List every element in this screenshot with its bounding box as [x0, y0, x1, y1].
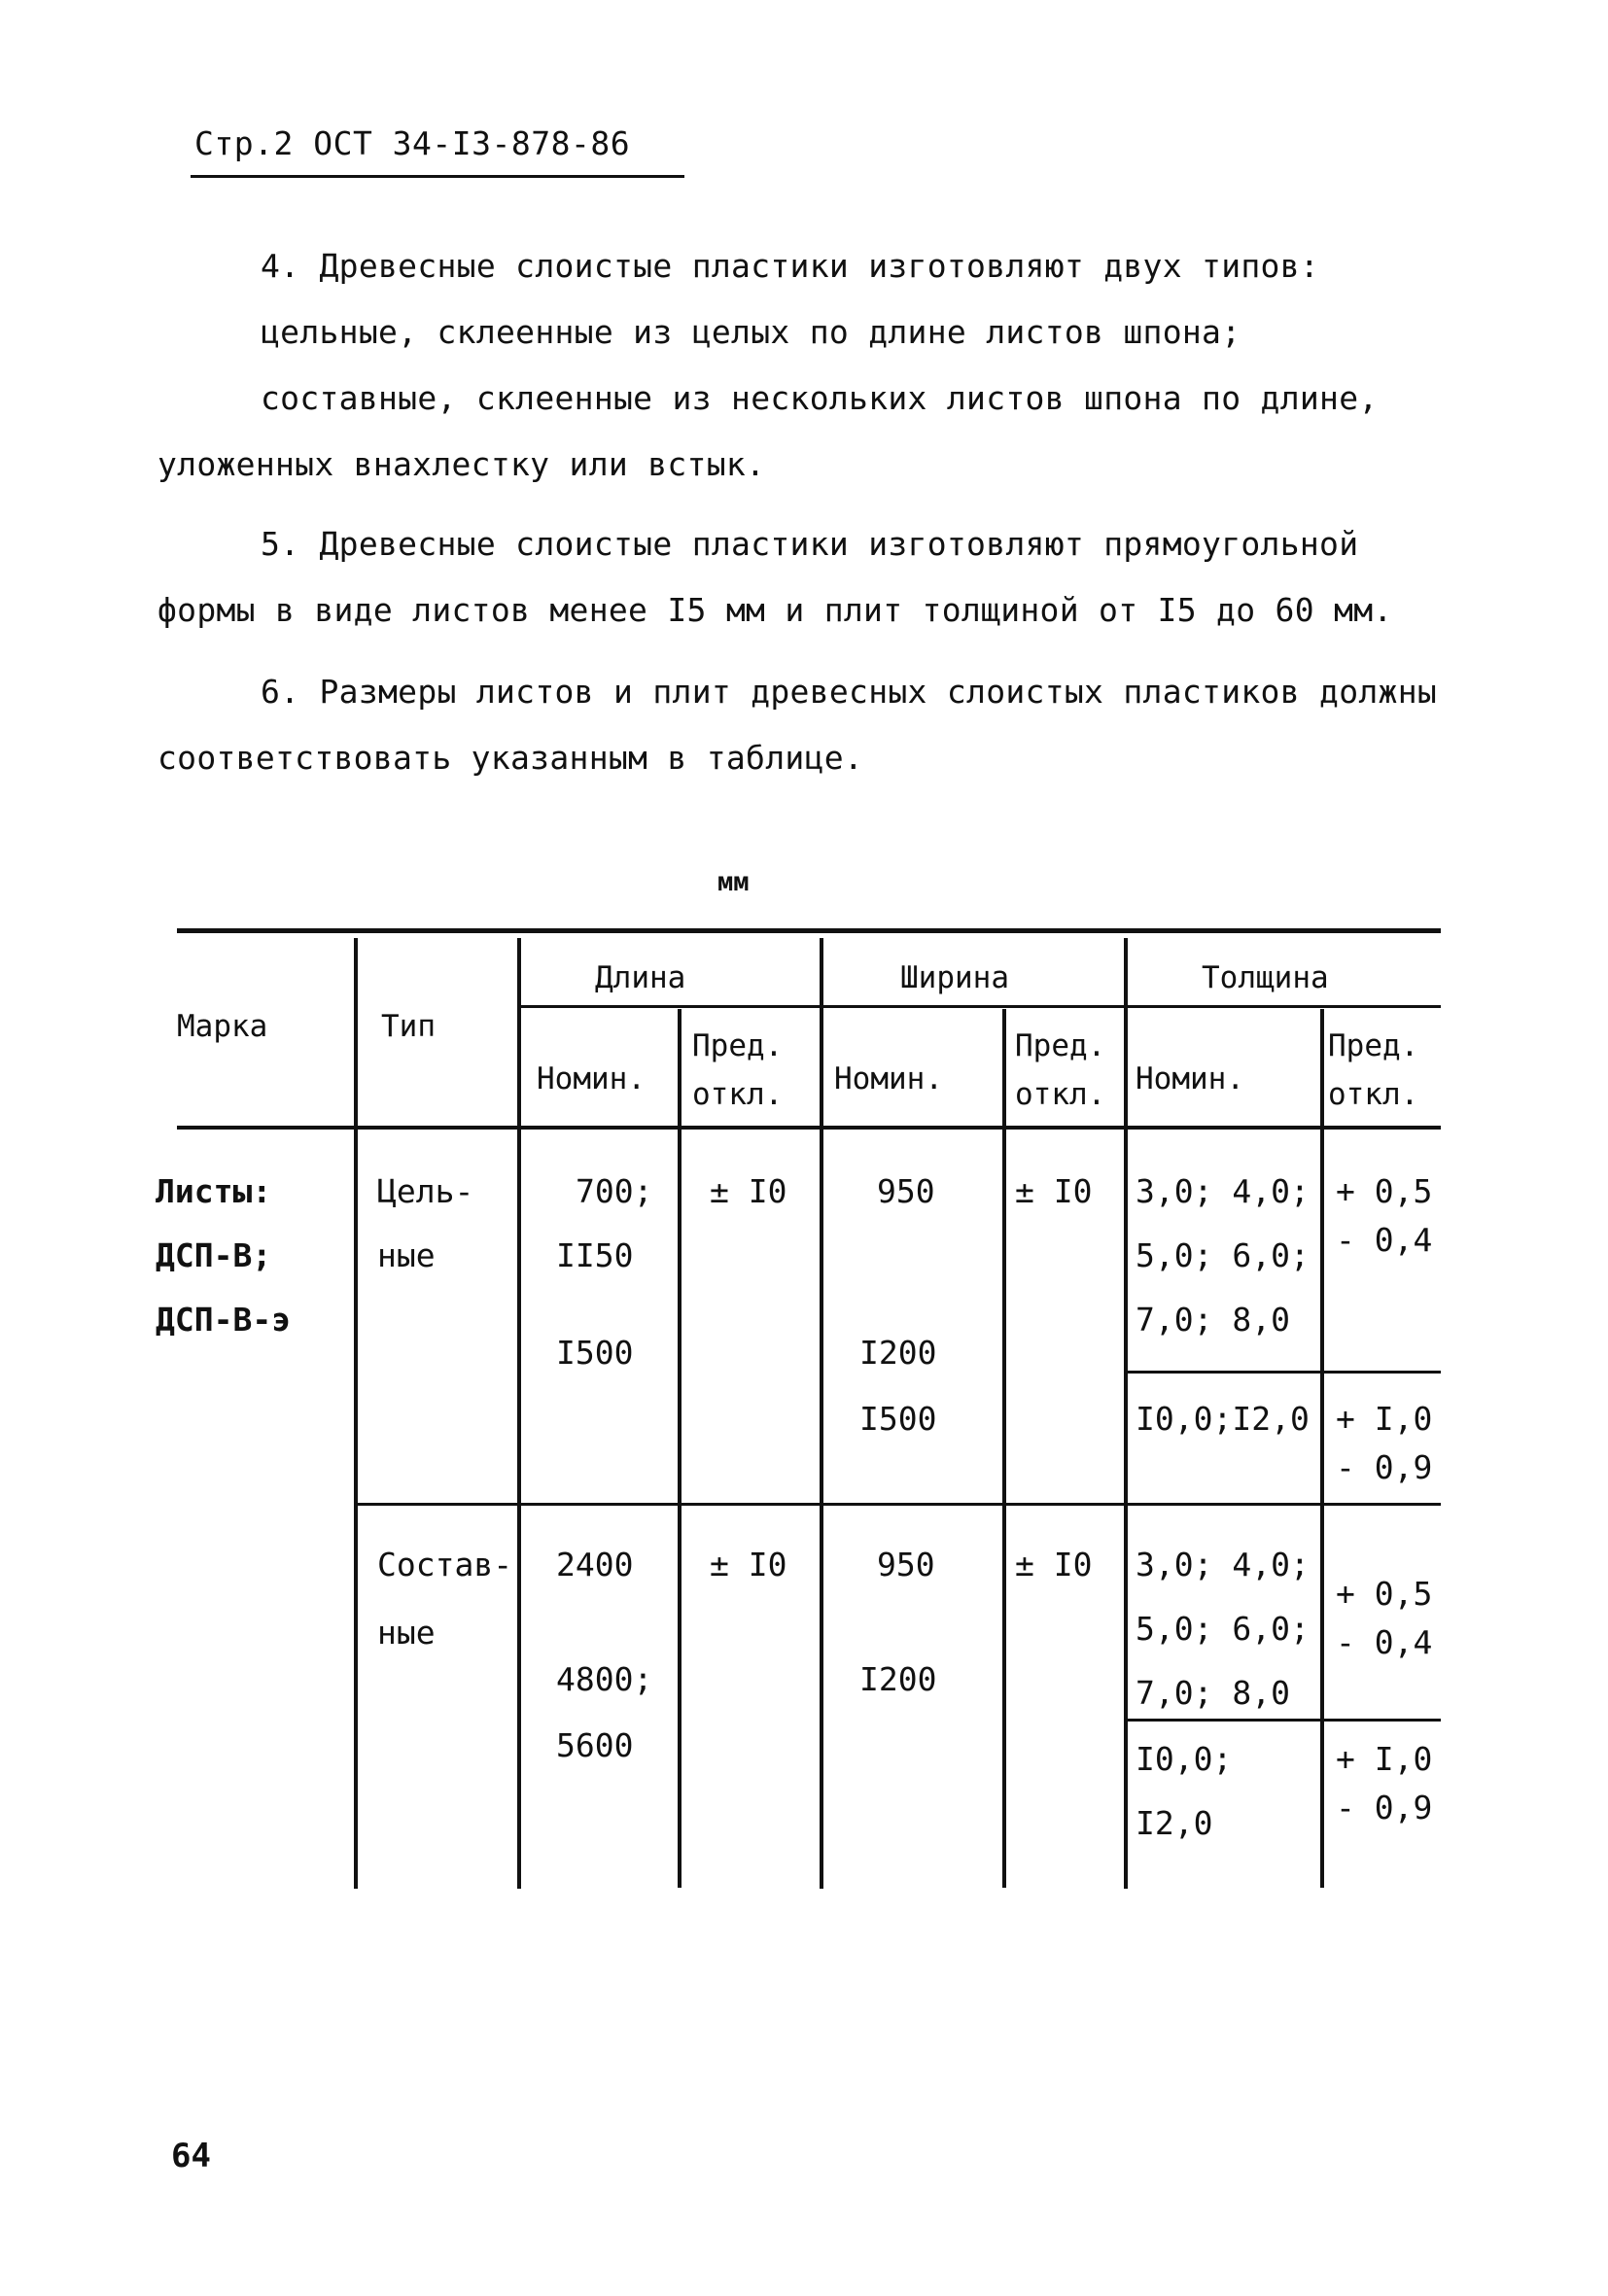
col-line-length-dev — [678, 1009, 682, 1888]
row1-thickness-a: 7,0; 8,0 — [1136, 1301, 1290, 1339]
col-line-type — [354, 938, 358, 1889]
header-length: Длина — [595, 960, 686, 995]
row1-thickness-dev-b: - 0,9 — [1336, 1448, 1433, 1486]
row1-thickness-dev-b: + I,0 — [1336, 1400, 1433, 1438]
header-length-dev-2: откл. — [692, 1077, 784, 1112]
row2-thickness-dev-a: + 0,5 — [1336, 1575, 1433, 1613]
header-length-dev-1: Пред. — [692, 1028, 784, 1063]
row1-width-dev: ± I0 — [1015, 1172, 1093, 1210]
row1-thickness-dev-a: + 0,5 — [1336, 1172, 1433, 1210]
row1-width-nom: I200 — [859, 1334, 937, 1372]
header-thickness-nom: Номин. — [1136, 1061, 1244, 1096]
col-line-width — [820, 938, 823, 1889]
col-line-thickness — [1124, 938, 1128, 1889]
paragraph-4-line-1: 4. Древесные слоистые пластики изготовляют двух типов: — [261, 247, 1320, 285]
col-line-thickness-dev — [1320, 1009, 1324, 1888]
row1-thickness-b: I0,0;I2,0 — [1136, 1400, 1310, 1438]
row1-length-dev: ± I0 — [710, 1172, 787, 1210]
header-underline — [191, 175, 684, 178]
row2-type: ные — [377, 1614, 436, 1652]
paragraph-5-line-2: формы в виде листов менее I5 мм и плит толщиной от I5 до 60 мм. — [157, 591, 1393, 629]
row2-thickness-a: 3,0; 4,0; — [1136, 1546, 1310, 1583]
header-width-nom: Номин. — [834, 1061, 943, 1096]
row1-thickness-a: 3,0; 4,0; — [1136, 1172, 1310, 1210]
paragraph-5-line-1: 5. Древесные слоистые пластики изготовляют прямоугольной — [261, 525, 1359, 563]
row2-length-nom: 4800; — [556, 1660, 653, 1698]
row1-width-nom: 950 — [877, 1172, 935, 1210]
row1-length-nom: 700; — [576, 1172, 653, 1210]
mark-line: ДСП-В-э — [156, 1301, 292, 1339]
table-unit-label: мм — [717, 867, 750, 897]
header-mark: Марка — [177, 1009, 268, 1044]
row2-width-nom: I200 — [859, 1660, 937, 1698]
paragraph-6-line-2: соответствовать указанным в таблице. — [157, 739, 864, 777]
header-thickness-dev-1: Пред. — [1328, 1028, 1419, 1063]
row1-length-nom: I500 — [556, 1334, 634, 1372]
page-number: 64 — [171, 2137, 211, 2175]
paragraph-4-line-4: уложенных внахлестку или встык. — [157, 445, 766, 483]
row1-thickness-dev-a: - 0,4 — [1336, 1221, 1433, 1259]
row2-thickness-dev-a: - 0,4 — [1336, 1623, 1433, 1661]
thickness-split-row2 — [1126, 1719, 1441, 1722]
header-thickness: Толщина — [1202, 960, 1329, 995]
paragraph-4-line-2: цельные, склеенные из целых по длине листов шпона; — [261, 313, 1241, 351]
table-top-rule — [177, 928, 1441, 933]
mark-line: Листы: — [156, 1172, 272, 1210]
col-line-width-dev — [1002, 1009, 1006, 1888]
mark-line: ДСП-В; — [156, 1236, 272, 1274]
header-width: Ширина — [900, 960, 1009, 995]
row2-length-nom: 2400 — [556, 1546, 634, 1583]
row2-type: Состав- — [377, 1546, 513, 1583]
thickness-split-row1 — [1126, 1371, 1441, 1374]
document-header: Стр.2 ОСТ 34-I3-878-86 — [194, 124, 631, 162]
header-width-dev-1: Пред. — [1015, 1028, 1106, 1063]
row1-type: Цель- — [377, 1172, 474, 1210]
row2-thickness-a: 5,0; 6,0; — [1136, 1610, 1310, 1648]
row2-thickness-b: I2,0 — [1136, 1804, 1213, 1842]
row2-length-dev: ± I0 — [710, 1546, 787, 1583]
row2-length-nom: 5600 — [556, 1726, 634, 1764]
row2-thickness-dev-b: - 0,9 — [1336, 1789, 1433, 1826]
col-line-length — [517, 938, 521, 1889]
header-length-nom: Номин. — [537, 1061, 646, 1096]
row2-thickness-b: I0,0; — [1136, 1740, 1233, 1778]
row1-thickness-a: 5,0; 6,0; — [1136, 1236, 1310, 1274]
paragraph-6-line-1: 6. Размеры листов и плит древесных слоистых пластиков должны — [261, 673, 1438, 711]
row2-thickness-dev-b: + I,0 — [1336, 1740, 1433, 1778]
row2-width-nom: 950 — [877, 1546, 935, 1583]
header-thickness-dev-2: откл. — [1328, 1077, 1419, 1112]
row2-width-dev: ± I0 — [1015, 1546, 1093, 1583]
group-header-rule — [521, 1005, 1441, 1008]
header-width-dev-2: откл. — [1015, 1077, 1106, 1112]
row2-thickness-a: 7,0; 8,0 — [1136, 1674, 1290, 1712]
header-type: Тип — [381, 1009, 436, 1044]
header-bottom-rule — [177, 1126, 1441, 1130]
paragraph-4-line-3: составные, склеенные из нескольких листов шпона по длине, — [261, 379, 1379, 417]
row1-width-nom: I500 — [859, 1400, 937, 1438]
row1-length-nom: II50 — [556, 1236, 634, 1274]
row1-type: ные — [377, 1236, 436, 1274]
